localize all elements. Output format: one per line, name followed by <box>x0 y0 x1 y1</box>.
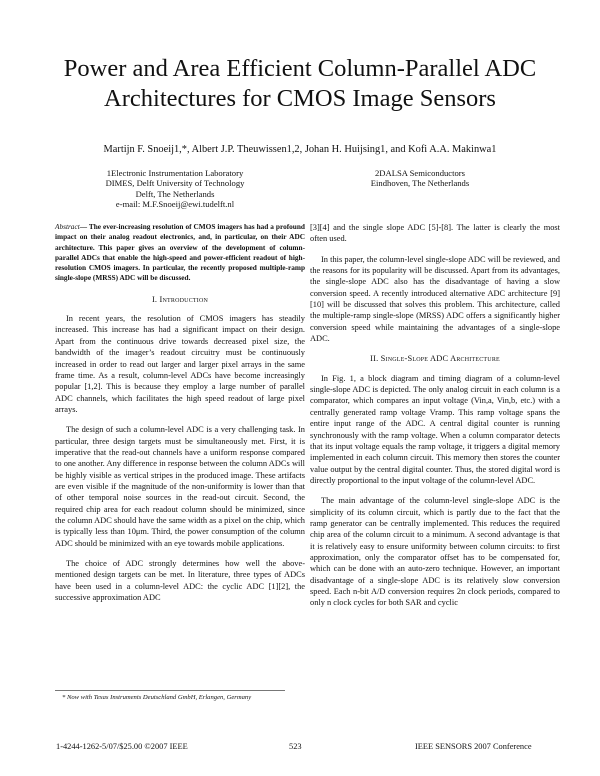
paragraph: In this paper, the column-level single-slope ADC will be reviewed, and the reasons for its popularity will be discussed. Apart from its advantages, the single-slope ADC also has the disadvantage of having a slow conversion speed. A recently introduced alternative ADC architecture [9][10] will be discussed that solves this problem. This architecture, called the multiple-ramp single-slope (MRSS) ADC offers a significantly higher conversion speed while maintaining the advantages of a single-slope ADC. <box>310 254 560 344</box>
affil-left-line: Delft, The Netherlands <box>135 188 215 199</box>
affiliation-right <box>330 168 510 189</box>
paragraph: [3][4] and the single slope ADC [5]-[8]. The latter is clearly the most often used. <box>310 223 560 244</box>
paragraph: In Fig. 1, a block diagram and timing diagram of a column-level single-slope ADC is depicted. The only analog circuit in each column is a comparator, which compares an input voltage (Vin,a, Vin,b, etc.) with a centrally generated ramp voltage Vramp. This ramp voltage spans the entire input range of the ADC. A central digital counter is running synchronously with the ramp voltage. When a column comparator detects that its input voltage equals the ramp voltage, it triggers a digital memory implemented in each column circuit. This memory then stores the counter value output by the central digital counter. Thus, the stored digital word is directly proportional to the input voltage of the column-level ADC. <box>310 373 560 485</box>
abstract-text: — The ever-increasing resolution of CMOS imagers has had a profound impact on their analog readout electronics, and, in particular, on their ADC architecture. This paper gives an overview of the development of column-parallel ADCs that enable the high-speed and power-efficient readout of high-resolution CMOS imagers. In particular, the recently proposed multiple-ramp single-slope (MRSS) ADC will be discussed. <box>55 222 305 283</box>
paragraph: In recent years, the resolution of CMOS imagers has steadily increased. This increase has had a significant impact on their design. Apart from the continuous drive towards decreased pixel size, the bandwidth of the imager’s readout circuitry must be continuously increased in order to read out larger and larger pixel arrays in the same frame time. As a result, column-level ADCs have become increasingly popular [1,2]. This is because they employ a large number of parallel ADC channels, which facilitates the high speed readout of large pixel arrays. <box>55 314 305 414</box>
left-column <box>55 222 305 612</box>
abstract <box>55 222 305 284</box>
title-line-1: Power and Area Efficient Column-Parallel ADC <box>63 55 537 82</box>
section-heading-introduction: I. Introduction <box>151 294 209 304</box>
affil-left-line: DIMES, Delft University of Technology <box>105 178 245 189</box>
page-number: 523 <box>289 742 302 751</box>
abstract-label: Abstract <box>55 222 80 231</box>
affiliation-left <box>70 168 280 210</box>
affil-left-line: 1Electronic Instrumentation Laboratory <box>106 168 244 178</box>
paragraph: The choice of ADC strongly determines how well the above-mentioned design targets can be met. In literature, three types of ADCs have been used in a column-level ADC: the cyclic ADC [1][2], the successive approximation ADC <box>55 559 305 603</box>
conference-name: IEEE SENSORS 2007 Conference <box>415 742 532 751</box>
affil-left-email: e-mail: M.F.Snoeij@ewi.tudelft.nl <box>115 199 235 210</box>
paragraph: The design of such a column-level ADC is a very challenging task. In particular, three design targets must be simultaneously met. First, it is imperative that the read-out channels have a uniform response compared to one another. Any difference in response between the column ADCs will be highly visible as vertical stripes in the produced image. These artifacts are even visible if the magnitude of the non-uniformity is lower than that of other temporal noise sources in the read-out circuit. Second, the required chip area for each readout column should be minimized, since the column ADC should have the same width as a pixel on the chip, which is typically less than 10μm. Third, the power consumption of the column ADC should be minimized with an eye towards mobile applications. <box>55 425 305 548</box>
copyright-line: 1-4244-1262-5/07/$25.00 ©2007 IEEE <box>56 742 188 751</box>
paragraph: The main advantage of the column-level single-slope ADC is the simplicity of its column circuit, which is partly due to the fact that the ramp generator can be centrally implemented. This reduces the required chip area of the column circuit to a minimum. A second advantage is that it is relatively easy to ensure uniformity between column circuits: to first approximation, only the comparator offset has to be compensated for, which can be done with an auto-zero technique. However, an important disadvantage of a single-slope ADC is its relatively slow conversion speed. Each n-bit A/D conversion requires 2n clock periods, compared to only n clock cycles for both SAR and cyclic <box>310 496 560 608</box>
section-heading-single-slope: II. Single-Slope ADC Architecture <box>370 354 500 364</box>
right-column <box>310 222 560 618</box>
author-list: Martijn F. Snoeij1,*, Albert J.P. Theuwissen1,2, Johan H. Huijsing1, and Kofi A.A. Makinwa1 <box>103 144 497 155</box>
paper-title <box>40 54 560 114</box>
affil-right-line: Eindhoven, The Netherlands <box>370 178 470 189</box>
footnote: * Now with Texas Instruments Deutschland GmbH, Erlangen, Germany <box>62 694 252 701</box>
footnote-rule <box>55 690 285 691</box>
title-line-2: Architectures for CMOS Image Sensors <box>104 85 496 112</box>
affil-right-line: 2DALSA Semiconductors <box>375 168 465 178</box>
